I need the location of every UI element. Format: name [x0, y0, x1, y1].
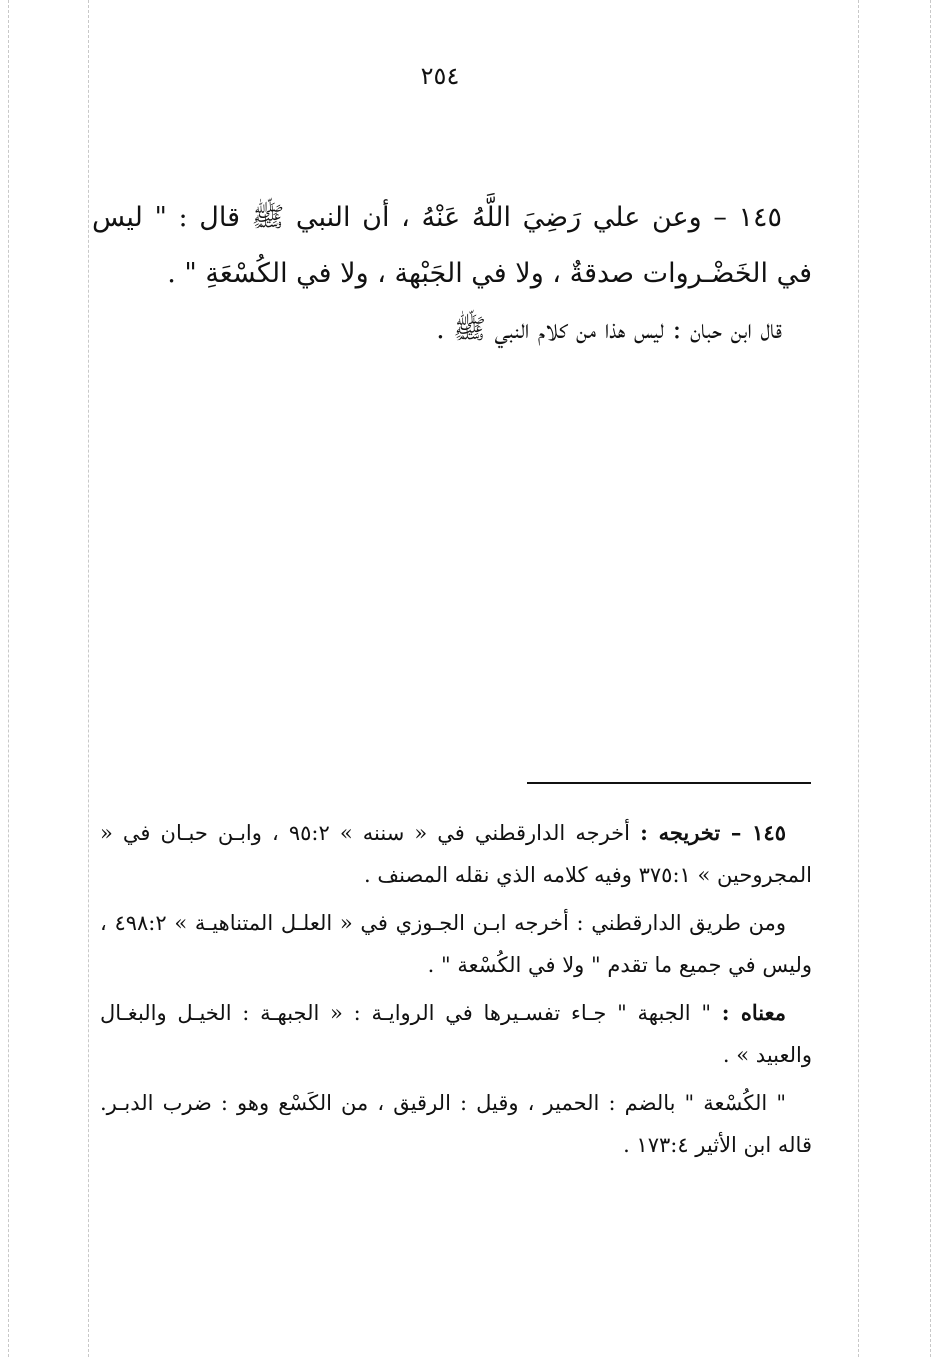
- hadith-text: ١٤٥ – وعن علي رَضِيَ اللَّهُ عَنْهُ ، أن النبي ﷺ قال : " ليس في الخَضْـروات صدقةٌ ، ولا في الجَبْهة ، ولا في الكُسْعَةِ " .: [92, 202, 812, 289]
- takhrij-label: ١٤٥ – تخريجه :: [640, 820, 786, 845]
- second-route-paragraph: ومن طريق الدارقطني : أخرجه ابـن الجـوزي في « العلـل المتناهيـة » ٤٩٨:٢ ، وليس في جميع ما تقدم " ولا في الكُسْعة " .: [100, 911, 812, 977]
- meaning-label: معناه :: [721, 1000, 786, 1025]
- scan-line: [930, 0, 931, 1357]
- takhrij-paragraph: [100, 812, 812, 896]
- meaning-paragraph: [100, 992, 812, 1076]
- kusa-paragraph: " الكُسْعة " بالضم : الحمير ، وقيل : الرقيق ، من الكَسْع وهو : ضرب الدبـر. قاله ابن الأثير ١٧٣:٤ .: [100, 1091, 812, 1157]
- meaning-text: " الجبهة " جـاء تفسـيرها في الروايـة : « الجبهـة : الخيـل والبغـال والعبيد » .: [100, 1001, 812, 1067]
- footnotes-section: [100, 812, 812, 1172]
- page-number: ٢٥٤: [420, 62, 460, 90]
- scan-line: [8, 0, 9, 1357]
- scan-line: [88, 0, 89, 1357]
- scan-line: [858, 0, 859, 1357]
- ibn-hibban-comment: قال ابن حبان : ليس هذا من كلام النبي ﷺ .: [436, 314, 782, 345]
- takhrij-text: أخرجه الدارقطني في « سننه » ٩٥:٢ ، وابـن حبـان في « المجروحين » ٣٧٥:١ وفيه كلامه الذي نقله المصنف .: [100, 821, 812, 887]
- hadith-section: [92, 190, 812, 358]
- footnote-separator: [527, 782, 811, 784]
